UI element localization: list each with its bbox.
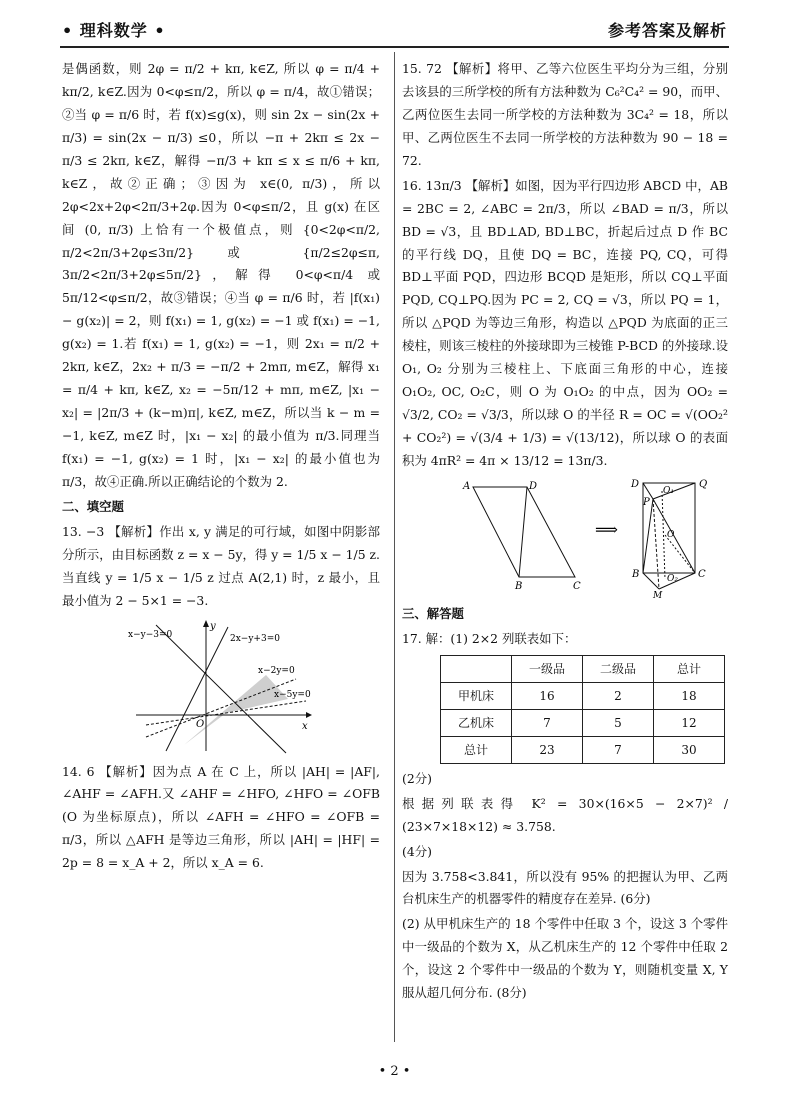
q16-solution: 16. 13π/3 【解析】如图，因为平行四边形 ABCD 中，AB = 2BC = 2, ∠ABC = 2π/3，所以 ∠BAD = π/3，所以 BD = √3，且 BD⊥AD, BD⊥BC，折起后过点 D 作 BC 的平行线 DQ，且使 DQ = BC，连接 PQ, CQ，可得 BD⊥平面 PQD，四边形 BCQD 是矩形，所以 CQ⊥平面 PQD, CQ⊥PQ.因为 PC = 2, CQ = √3，所以 PQ = 1，所以 △PQD 为等边三角形，构造以 △PQD 为底面的正三棱柱，则该三棱柱的外接球即为三棱锥 P-BCD 的外接球.设 O₁, O₂ 分别为三棱柱上、下底面三角形的中心，连接 O₁O₂, OC, O₂C，则 O 为 O₁O₂ 的中点，因为 OO₂ = √3/2, CO₂ = √3/3，所以球 O 的半径 R = OC = √(OO₂² + CO₂²) = √(3/4 + 1/3) = √(13/12)，所以球 O 的表面积为 4πR² = 4π × 13/12 = 13π/3.: [402, 177, 728, 468]
feasible-region-shade: [184, 675, 288, 745]
vertex-a-label: A: [463, 480, 471, 492]
table-cell: 23: [512, 736, 583, 763]
center-o1-label: O₁: [663, 485, 674, 496]
table-cell: 5: [583, 709, 654, 736]
table-cell: 7: [512, 709, 583, 736]
table-cell: 7: [583, 736, 654, 763]
edge-bm: [643, 573, 659, 589]
right-column: [402, 58, 728, 1007]
table-header-cell: 二级品: [583, 655, 654, 682]
vertex-q-label: Q: [699, 478, 708, 490]
axis-o1-o2: [662, 491, 665, 579]
table-header-row: [441, 655, 725, 682]
edge-pb: [643, 496, 653, 573]
q15-solution: 15. 72 【解析】将甲、乙等六位医生平均分为三组，分别去该县的三所学校的所有方法种数为 C₆²C₄² = 90，而甲、乙两位医生去同一所学校的方法种数为 3C₄² = 18，所以甲、乙两位医生不去同一所学校的方法种数为 90 − 18 = 72.: [402, 61, 728, 168]
table-cell: 16: [512, 682, 583, 709]
section-answer-questions: 三、解答题: [402, 605, 464, 621]
vertex-d-label: D: [529, 480, 538, 492]
table-cell: 总计: [441, 736, 512, 763]
q12-solution-continued: 是偶函数，则 2φ = π/2 + kπ, k∈Z, 所以 φ = π/4 + kπ/2, k∈Z.因为 0<φ≤π/2，所以 φ = π/4，故①错误；②当 φ = π/6 时，若 f(x)≤g(x)，则 sin 2x − sin(2x + π/3) = sin(2x − π/3) ≤0，所以 −π + 2kπ ≤ 2x − π/3 ≤ 2kπ, k∈Z，解得 −π/3 + kπ ≤ x ≤ π/6 + kπ, k∈Z，故②正确；③因为 x∈(0, π/3)，所以 2φ<2x+2φ<2π/3+2φ.因为 0<φ≤π/2，且 g(x) 在区间 (0, π/3) 上恰有一个极值点，则 {0<2φ<π/2, π/2<2π/3+2φ≤3π/2} 或 {π/2≤2φ≤π, 3π/2<2π/3+2φ≤5π/2}，解得 0<φ<π/4 或 5π/12<φ≤π/2，故③错误；④当 φ = π/6 时，若 |f(x₁) − g(x₂)| = 2，则 f(x₁) = 1, g(x₂) = −1 或 f(x₁) = −1, g(x₂) = 1.若 f(x₁) = 1, g(x₂) = −1，则 2x₁ = π/2 + 2kπ, k∈Z，2x₂ + π/3 = −π/2 + 2mπ, m∈Z，解得 x₁ = π/4 + kπ, k∈Z, x₂ = −5π/12 + mπ, m∈Z, |x₁ − x₂| = |2π/3 + (k−m)π|, k∈Z, m∈Z，所以当 k − m = −1, k∈Z, m∈Z 时，|x₁ − x₂| 的最小值为 π/3.同理当 f(x₁) = −1, g(x₂) = 1 时，|x₁ − x₂| 的最小值也为 π/3，故④正确.所以正确结论的个数为 2.: [62, 61, 380, 489]
center-o-label: O: [667, 529, 675, 540]
score-note-2: (4分): [402, 843, 432, 859]
page-number: • 2 •: [378, 1064, 411, 1079]
label-2x-y-3: 2x−y+3=0: [230, 633, 280, 644]
center-o2-label: O₂: [667, 573, 678, 584]
header-title: 参考答案及解析: [607, 21, 727, 40]
vertex-c2-label: C: [698, 568, 706, 580]
table-cell: 18: [654, 682, 725, 709]
vertex-m-label: M: [653, 590, 663, 599]
vertex-d2-label: D: [631, 478, 640, 490]
table-row: [441, 736, 725, 763]
header-subject: • 理科数学 •: [62, 21, 166, 40]
edge-pm: [653, 499, 659, 589]
column-divider: [394, 52, 395, 1042]
vertex-b-label: B: [515, 580, 523, 592]
table-row: [441, 709, 725, 736]
edge-qp: [653, 483, 695, 499]
table-cell: 12: [654, 709, 725, 736]
table-cell: 2: [583, 682, 654, 709]
origin-label: O: [196, 718, 205, 730]
segment-oc: [665, 535, 695, 573]
label-x-y-3: x−y−3=0: [128, 629, 173, 640]
line-2x-y-3: [166, 627, 228, 751]
vertex-p-label: P: [643, 496, 650, 508]
table-header-cell: 一级品: [512, 655, 583, 682]
transform-arrow: ⟹: [595, 519, 618, 539]
contingency-table: [440, 655, 725, 764]
vertex-b2-label: B: [632, 568, 640, 580]
q17-conclusion: 因为 3.758<3.841，所以没有 95% 的把握认为甲、乙两台机床生产的机器零件的精度存在差异. (6分): [402, 868, 728, 907]
q17-part2: (2) 从甲机床生产的 18 个零件中任取 3 个，设这 3 个零件中一级品的个数为 X，从乙机床生产的 12 个零件中任取 2 个，设这 2 个零件中一级品的个数为 Y，则随机变量 X, Y 服从超几何分布. (8分): [402, 916, 728, 1001]
line-x-5y: [146, 701, 306, 725]
label-x-5y: x−5y=0: [274, 689, 311, 700]
table-cell: 乙机床: [441, 709, 512, 736]
table-cell: 30: [654, 736, 725, 763]
table-row: [441, 682, 725, 709]
line-x-2y: [146, 679, 296, 737]
x-axis-arrow: [306, 712, 312, 718]
table-header-cell: 总计: [654, 655, 725, 682]
q16-folding-figure: [415, 477, 715, 599]
y-axis-arrow: [203, 620, 209, 627]
vertex-c-label: C: [573, 580, 581, 592]
section-fill-in-blank: 二、填空题: [62, 498, 124, 514]
x-axis-label: x: [302, 720, 308, 732]
parallelogram-abcd: [473, 487, 575, 577]
q13-solution: 13. −3 【解析】作出 x, y 满足的可行域，如图中阴影部分所示，由目标函数 z = x − 5y，得 y = 1/5 x − 1/5 z.当直线 y = 1/5 x − 1/5 z 过点 A(2,1) 时，z 最小，且最小值为 2 − 5×1 = −3.: [62, 523, 380, 608]
y-axis-label: y: [210, 620, 216, 632]
header-rule: [60, 46, 729, 48]
table-header-cell: [441, 655, 512, 682]
left-column: [62, 58, 380, 877]
k2-statistic: 根据列联表得 K² = 30×(16×5 − 2×7)² / (23×7×18×12) ≈ 3.758.: [402, 795, 728, 834]
q14-solution: 14. 6 【解析】因为点 A 在 C 上，所以 |AH| = |AF|, ∠AHF = ∠AFH.又 ∠AHF = ∠HFO, ∠HFO = ∠OFB (O 为坐标原点)，所以 ∠AFH = ∠HFO = ∠OFB = π/3，所以 △AFH 是等边三角形，所以 |AH| = |HF| = 2p = 8 = x_A + 2，所以 x_A = 6.: [62, 763, 380, 871]
score-note-1: (2分): [402, 770, 432, 786]
q13-feasible-region-figure: [126, 617, 316, 757]
q17-intro: 17. 解：(1) 2×2 列联表如下：: [402, 630, 577, 646]
diagonal-bd: [519, 487, 527, 577]
label-x-2y: x−2y=0: [258, 665, 295, 676]
table-cell: 甲机床: [441, 682, 512, 709]
